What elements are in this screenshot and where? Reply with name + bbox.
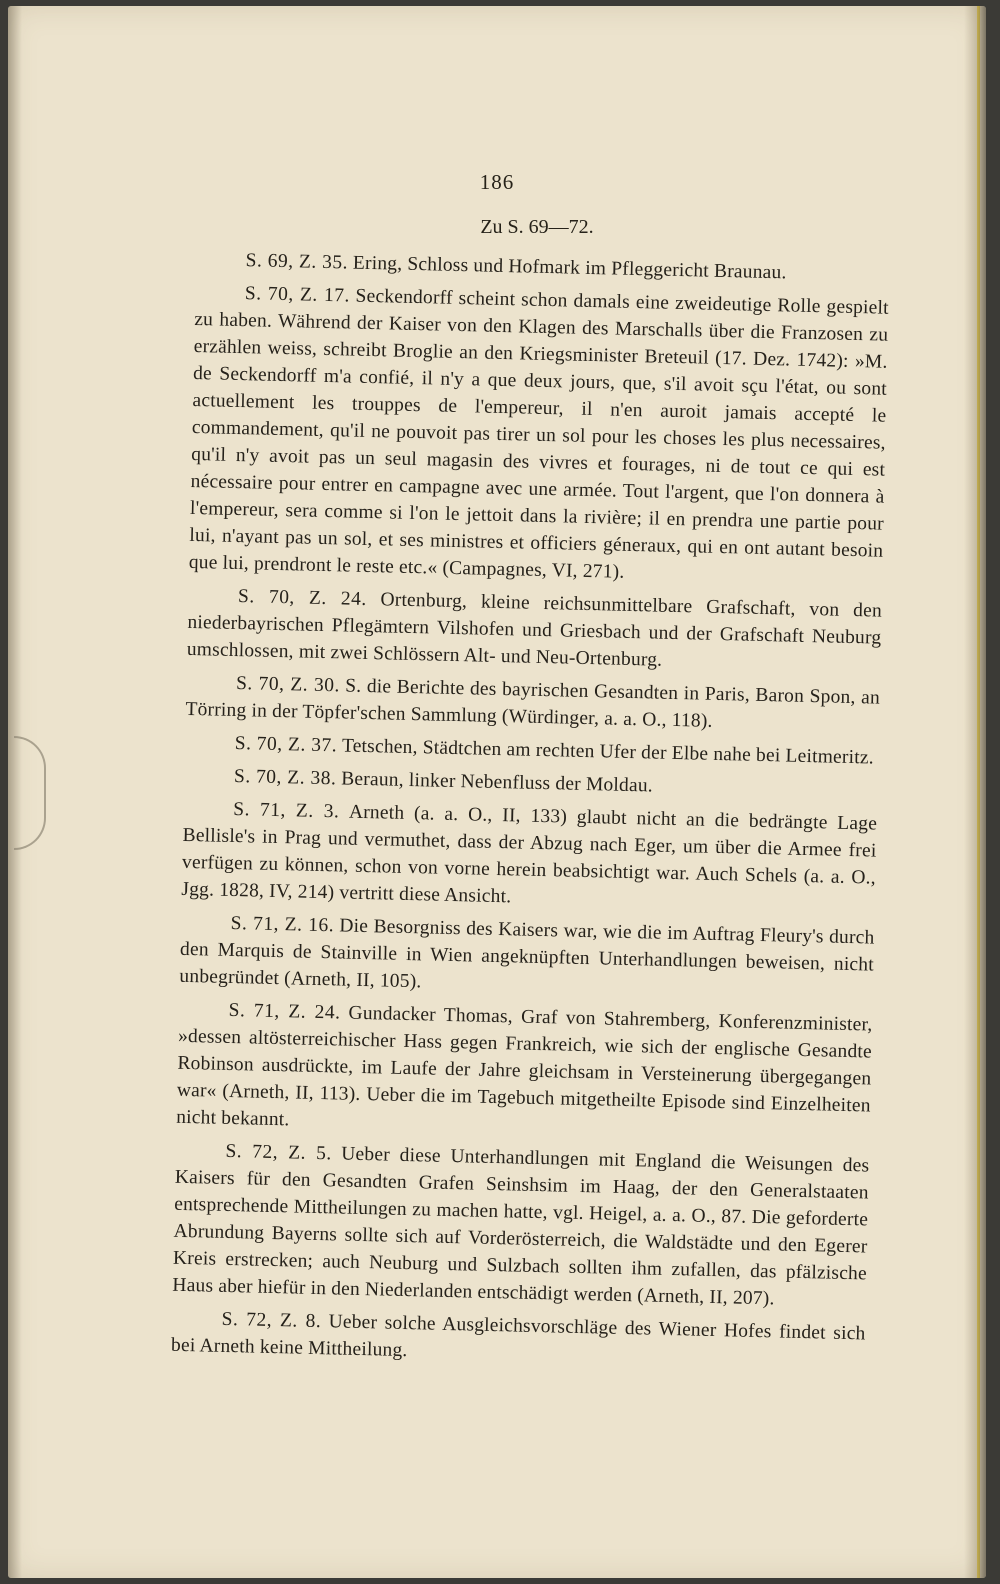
note-reference: S. 70, Z. 17. <box>244 283 351 307</box>
note-entry <box>179 909 875 1006</box>
note-reference: S. 69, Z. 35. <box>245 250 349 274</box>
note-entry <box>176 996 873 1147</box>
notes-body <box>171 246 890 1374</box>
note-text: Arneth (a. a. O., II, 133) glaubt nicht an die bedrängte Lage Bellisle's in Prag und vermuthet, dass der Abzug nach Eger, um über die Armee frei verfügen zu können, schon von vorne herein beabsichtigt war. Auch Schels (a. a. O., Jgg. 1828, IV, 214) vertritt diese Ansicht. <box>181 801 878 908</box>
note-text: Seckendorff scheint schon damals eine zweideutige Rolle gespielt zu haben. Während der Kaiser von den Klagen des Marschalls über die Franzosen zu erzählen weiss, schreibt Broglie an den Kriegsminister Breteuil (17. Dez. 1742): »M. de Seckendorff m'a confié, il n'y a que deux jours, que, s'il avoit sçu l'état, ou sont actuellement les trouppes de l'empereur, il n'en auroit jamais accepté le commandement, qu'il ne pouvoit pas tirer un sol pour les choses les plus necessaires, qu'il n'y avoit pas un seul magasin des vivres et fourages, ni de tout ce qui est nécessaire pour entrer en campagne avec une armée. Tout l'argent, que l'on donnera à l'empereur, sera comme si l'on le jettoit dans la rivière; il en prendra une partie pour lui, n'ayant pas un sol, et ses ministres et officiers géneraux, qui en ont autant besoin que lui, prendront le reste etc.« (Campagnes, VI, 271). <box>188 285 890 583</box>
note-reference: S. 72, Z. 5. <box>225 1140 332 1165</box>
note-text: Die Besorgniss des Kaisers war, wie die im Auftrag Fleury's durch den Marquis de Stainville in Wien angeknüpften Unterhandlungen beweisen, nicht unbegründet (Arneth, II, 105). <box>179 915 875 993</box>
note-text: Beraun, linker Nebenfluss der Moldau. <box>340 768 654 797</box>
note-text: Tetschen, Städtchen am rechten Ufer der Elbe nahe bei Leitmeritz. <box>341 735 875 769</box>
margin-bracket-mark <box>14 736 46 850</box>
note-entry <box>187 582 883 679</box>
note-entry <box>189 279 890 592</box>
page-fold-shadow <box>964 6 986 1578</box>
note-reference: S. 72, Z. 8. <box>221 1308 322 1333</box>
note-reference: S. 71, Z. 24. <box>228 999 341 1024</box>
note-text: Ering, Schloss und Hofmark im Pfleggericht Braunau. <box>352 252 787 284</box>
note-text: S. die Berichte des bayrischen Gesandten in Paris, Baron Spon, an Törring in der Töpfer'schen Sammlung (Würdinger, a. a. O., 118). <box>185 675 881 732</box>
note-reference: S. 71, Z. 3. <box>232 798 340 823</box>
note-text: Ueber solche Ausgleichsvorschläge des Wiener Hofes findet sich bei Arneth keine Mittheilung. <box>170 1311 866 1362</box>
note-entry <box>171 1305 866 1375</box>
note-entry <box>185 669 880 739</box>
note-text: Ueber diese Unterhandlungen mit England die Weisungen des Kaisers für den Gesandten Grafen Seinshsim im Haag, der den Generalstaaten entsprechende Mittheilungen zu machen hatte, vgl. Heigel, a. a. O., 87. Die geforderte Abrundung Bayerns sollte sich auf Vorderösterreich, die Waldstädte und den Egerer Kreis erstrecken; auch Neuburg und Sulzbach sollten ihm zufallen, das pfälzische Haus aber hiefür in den Niederlanden entschädigt werden (Arneth, II, 207). <box>172 1143 870 1310</box>
note-reference: S. 70, Z. 38. <box>233 766 337 790</box>
note-entry <box>172 1137 869 1315</box>
book-page <box>8 6 986 1578</box>
note-reference: S. 70, Z. 30. <box>235 673 341 697</box>
note-reference: S. 71, Z. 16. <box>230 912 335 937</box>
section-heading: Zu S. 69—72. <box>480 216 594 238</box>
note-reference: S. 70, Z. 37. <box>234 733 338 757</box>
note-reference: S. 70, Z. 24. <box>237 586 368 610</box>
note-entry <box>181 795 877 919</box>
note-text: Ortenburg, kleine reichsunmittelbare Grafschaft, von den niederbayrischen Pflegämtern Vilshofen und Griesbach und der Grafschaft Neuburg umschlossen, mit zwei Schlössern Alt- und Neu-Ortenburg. <box>186 589 883 671</box>
page-number: 186 <box>479 170 515 194</box>
note-text: Gundacker Thomas, Graf von Stahremberg, Konferenzminister, »dessen altösterreichischer Hass gegen Frankreich, wie sich der englische Gesandte Robinson ausdrückte, im Laufe der Jahre gleichsam in Versteinerung übergegangen war« (Arneth, II, 113). Ueber die im Tagebuch mitgetheilte Episode sind Einzelheiten nicht bekannt. <box>175 1002 873 1131</box>
